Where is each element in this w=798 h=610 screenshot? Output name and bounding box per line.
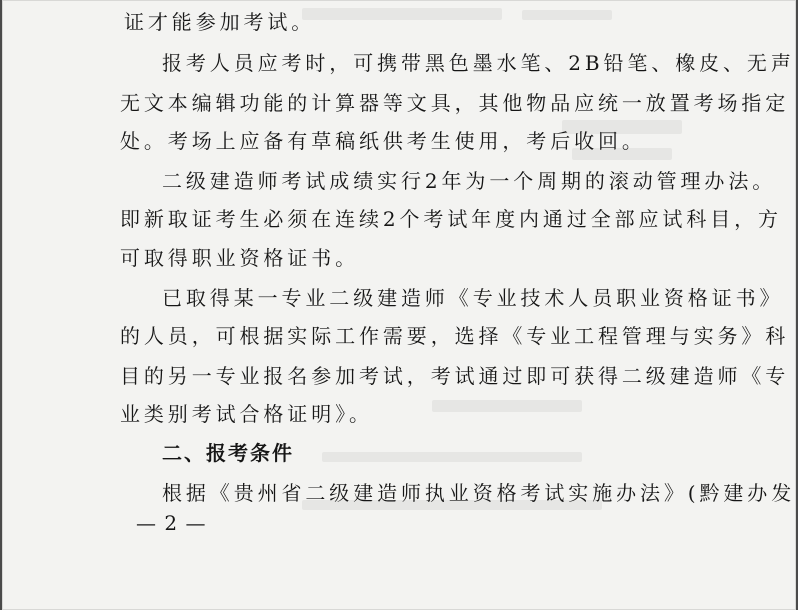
paragraph-line: 无文本编辑功能的计算器等文具，其他物品应统一放置考场指定: [120, 91, 790, 115]
paragraph-line: 报考人员应考时，可携带黑色墨水笔、2B铅笔、橡皮、无声: [162, 51, 795, 75]
paragraph-line: 证才能参加考试。: [124, 10, 316, 34]
paragraph-line: 的人员，可根据实际工作需要，选择《专业工程管理与实务》科: [120, 324, 790, 348]
page-number: — 2 —: [136, 511, 207, 535]
section-heading: 二、报考条件: [162, 441, 294, 465]
paragraph-line: 目的另一专业报名参加考试，考试通过即可获得二级建造师《专: [120, 364, 790, 388]
paragraph-line: 即新取证考生必须在连续2个考试年度内通过全部应试科目，方: [120, 207, 782, 231]
paragraph-line: 已取得某一专业二级建造师《专业技术人员职业资格证书》: [162, 286, 784, 310]
paragraph-line: 根据《贵州省二级建造师执业资格考试实施办法》(黔建办发: [162, 481, 796, 505]
document-page: [2, 0, 796, 610]
paragraph-line: 处。考场上应备有草稿纸供考生使用，考后收回。: [120, 129, 646, 153]
paragraph-line: 二级建造师考试成绩实行2年为一个周期的滚动管理办法。: [162, 169, 777, 193]
paragraph-line: 可取得职业资格证书。: [120, 246, 359, 270]
paragraph-line: 业类别考试合格证明》。: [120, 402, 373, 426]
